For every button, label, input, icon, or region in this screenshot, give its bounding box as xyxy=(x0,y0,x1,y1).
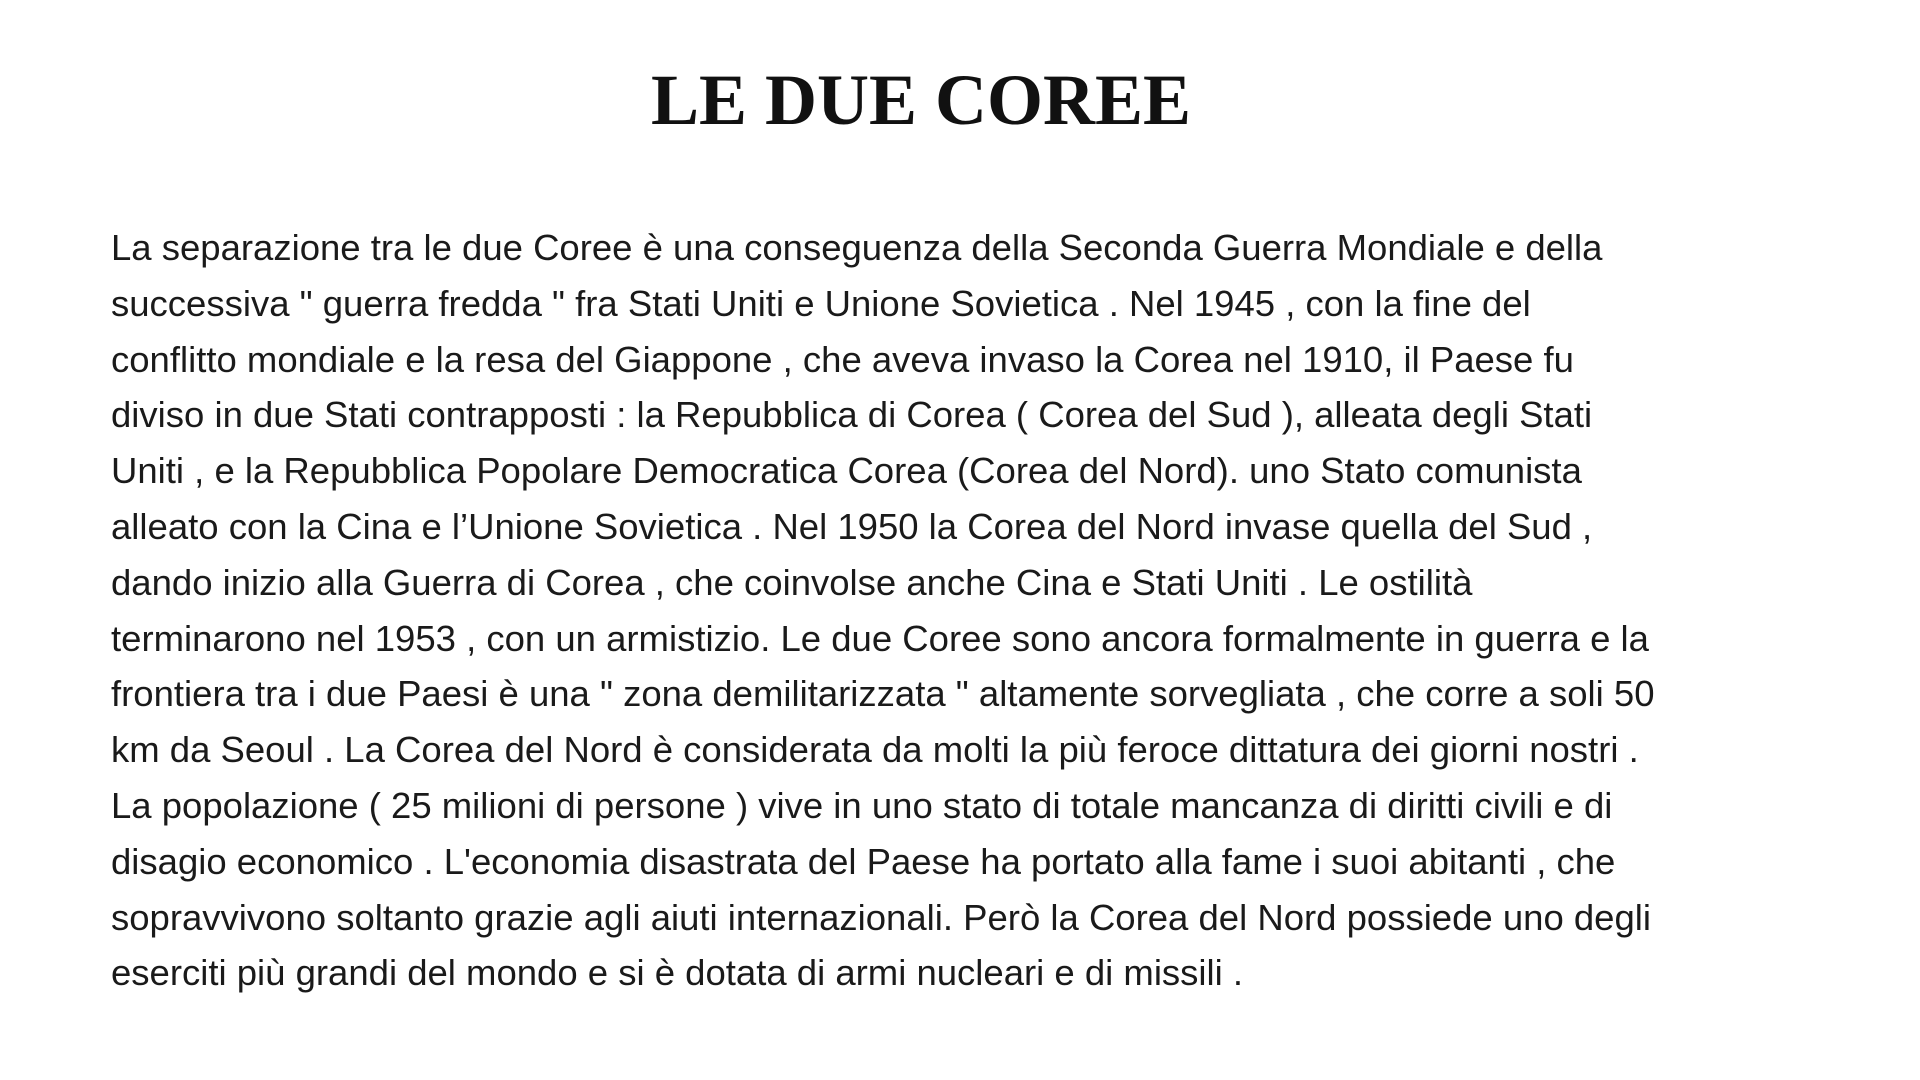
paragraph-line: eserciti più grandi del mondo e si è dotata di armi nucleari e di missili . xyxy=(111,952,1244,994)
paragraph-line: sopravvivono soltanto grazie agli aiuti internazionali. Però la Corea del Nord possiede uno degli xyxy=(111,896,1652,938)
paragraph-line: conflitto mondiale e la resa del Giappone , che aveva invaso la Corea nel 1910, il Paese fu xyxy=(111,338,1574,380)
paragraph-line: alleato con la Cina e l’Unione Sovietica . Nel 1950 la Corea del Nord invase quella del Sud , xyxy=(111,505,1593,547)
paragraph-line: La popolazione ( 25 milioni di persone ) vive in uno stato di totale mancanza di diritti civili e di xyxy=(111,784,1613,826)
paragraph-line: disagio economico . L'economia disastrata del Paese ha portato alla fame i suoi abitanti , che xyxy=(111,840,1616,882)
paragraph-line: successiva " guerra fredda " fra Stati Uniti e Unione Sovietica . Nel 1945 , con la fine del xyxy=(111,282,1531,324)
body-paragraph xyxy=(111,220,1831,1001)
paragraph-line: Uniti , e la Repubblica Popolare Democratica Corea (Corea del Nord). uno Stato comunista xyxy=(111,450,1582,492)
paragraph-line: frontiera tra i due Paesi è una " zona demilitarizzata " altamente sorvegliata , che corre a soli 50 xyxy=(111,673,1655,715)
paragraph-line: La separazione tra le due Coree è una conseguenza della Seconda Guerra Mondiale e della xyxy=(111,227,1603,268)
page-title: LE DUE COREE xyxy=(650,60,1192,140)
paragraph-line: terminarono nel 1953 , con un armistizio. Le due Coree sono ancora formalmente in guerra e la xyxy=(111,617,1649,659)
paragraph-line: diviso in due Stati contrapposti : la Repubblica di Corea ( Corea del Sud ), alleata degli Stati xyxy=(111,394,1593,436)
paragraph-line: dando inizio alla Guerra di Corea , che coinvolse anche Cina e Stati Uniti . Le ostilità xyxy=(111,561,1473,603)
paragraph-line: km da Seoul . La Corea del Nord è considerata da molti la più feroce dittatura dei giorni nostri . xyxy=(111,729,1639,771)
